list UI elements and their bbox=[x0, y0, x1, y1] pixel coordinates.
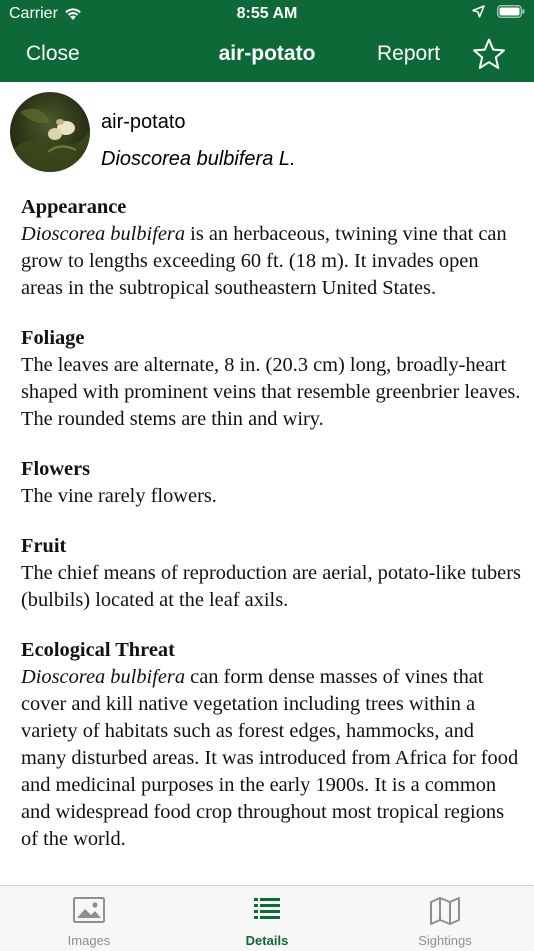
report-button[interactable]: Report bbox=[377, 42, 441, 65]
star-icon bbox=[472, 37, 506, 71]
status-right bbox=[472, 5, 525, 18]
details-content[interactable] bbox=[0, 82, 534, 885]
species-italic: Dioscorea bulbifera bbox=[21, 223, 186, 245]
section-heading: Ecological Threat bbox=[21, 639, 175, 661]
section-text bbox=[21, 221, 521, 302]
section-heading: Flowers bbox=[21, 458, 91, 480]
page-title: air-potato bbox=[218, 42, 316, 65]
tab-details[interactable] bbox=[178, 886, 356, 951]
species-header bbox=[0, 82, 534, 182]
tab-label: Images bbox=[67, 933, 111, 948]
favorite-button[interactable] bbox=[472, 37, 506, 76]
section-appearance bbox=[21, 194, 521, 302]
common-name: air-potato bbox=[101, 111, 186, 133]
location-arrow-icon bbox=[472, 5, 485, 18]
tab-sightings[interactable] bbox=[356, 886, 534, 951]
section-text: The vine rarely flowers. bbox=[21, 485, 217, 507]
status-bar bbox=[0, 0, 534, 28]
section-body: is an herbaceous, twining vine that can grow to lengths exceeding 60 ft. (18 m). It invades open areas in the subtropical southeastern United States. bbox=[21, 223, 507, 299]
tab-images[interactable] bbox=[0, 886, 178, 951]
description bbox=[21, 194, 521, 876]
section-text bbox=[21, 664, 521, 853]
section-fruit bbox=[21, 533, 521, 614]
section-text: The chief means of reproduction are aerial, potato-like tubers (bulbils) located at the leaf axils. bbox=[21, 562, 521, 611]
species-italic: Dioscorea bulbifera bbox=[21, 666, 186, 688]
image-icon bbox=[72, 896, 106, 924]
list-icon bbox=[252, 896, 282, 922]
section-ecological-threat bbox=[21, 637, 521, 853]
section-foliage bbox=[21, 325, 521, 433]
tab-label: Details bbox=[245, 933, 289, 948]
species-thumbnail[interactable] bbox=[10, 92, 90, 172]
status-time: 8:55 AM bbox=[236, 5, 298, 22]
section-heading: Fruit bbox=[21, 535, 67, 557]
header bbox=[0, 0, 534, 82]
air-potato-photo bbox=[10, 92, 90, 172]
map-icon bbox=[428, 896, 462, 926]
section-flowers bbox=[21, 456, 521, 510]
carrier-label: Carrier bbox=[9, 5, 58, 22]
section-text: The leaves are alternate, 8 in. (20.3 cm) long, broadly-heart shaped with prominent veins that resemble greenbrier leaves. The rounded stems are thin and wiry. bbox=[21, 354, 521, 430]
battery-icon bbox=[497, 5, 525, 18]
tab-bar bbox=[0, 885, 534, 951]
navigation-bar bbox=[0, 28, 534, 82]
section-body: can form dense masses of vines that cover and kill native vegetation including trees within a variety of habitats such as forest edges, hammocks, and many disturbed areas. It was introduced from Africa for food and medicinal purposes in the early 1900s. It is a common and widespread food crop throughout most tropical regions of the world. bbox=[21, 666, 519, 850]
tab-label: Sightings bbox=[418, 933, 472, 948]
scientific-name: Dioscorea bulbifera L. bbox=[101, 148, 296, 170]
section-heading: Appearance bbox=[21, 196, 127, 218]
close-button[interactable]: Close bbox=[26, 42, 80, 65]
section-heading: Foliage bbox=[21, 327, 85, 349]
